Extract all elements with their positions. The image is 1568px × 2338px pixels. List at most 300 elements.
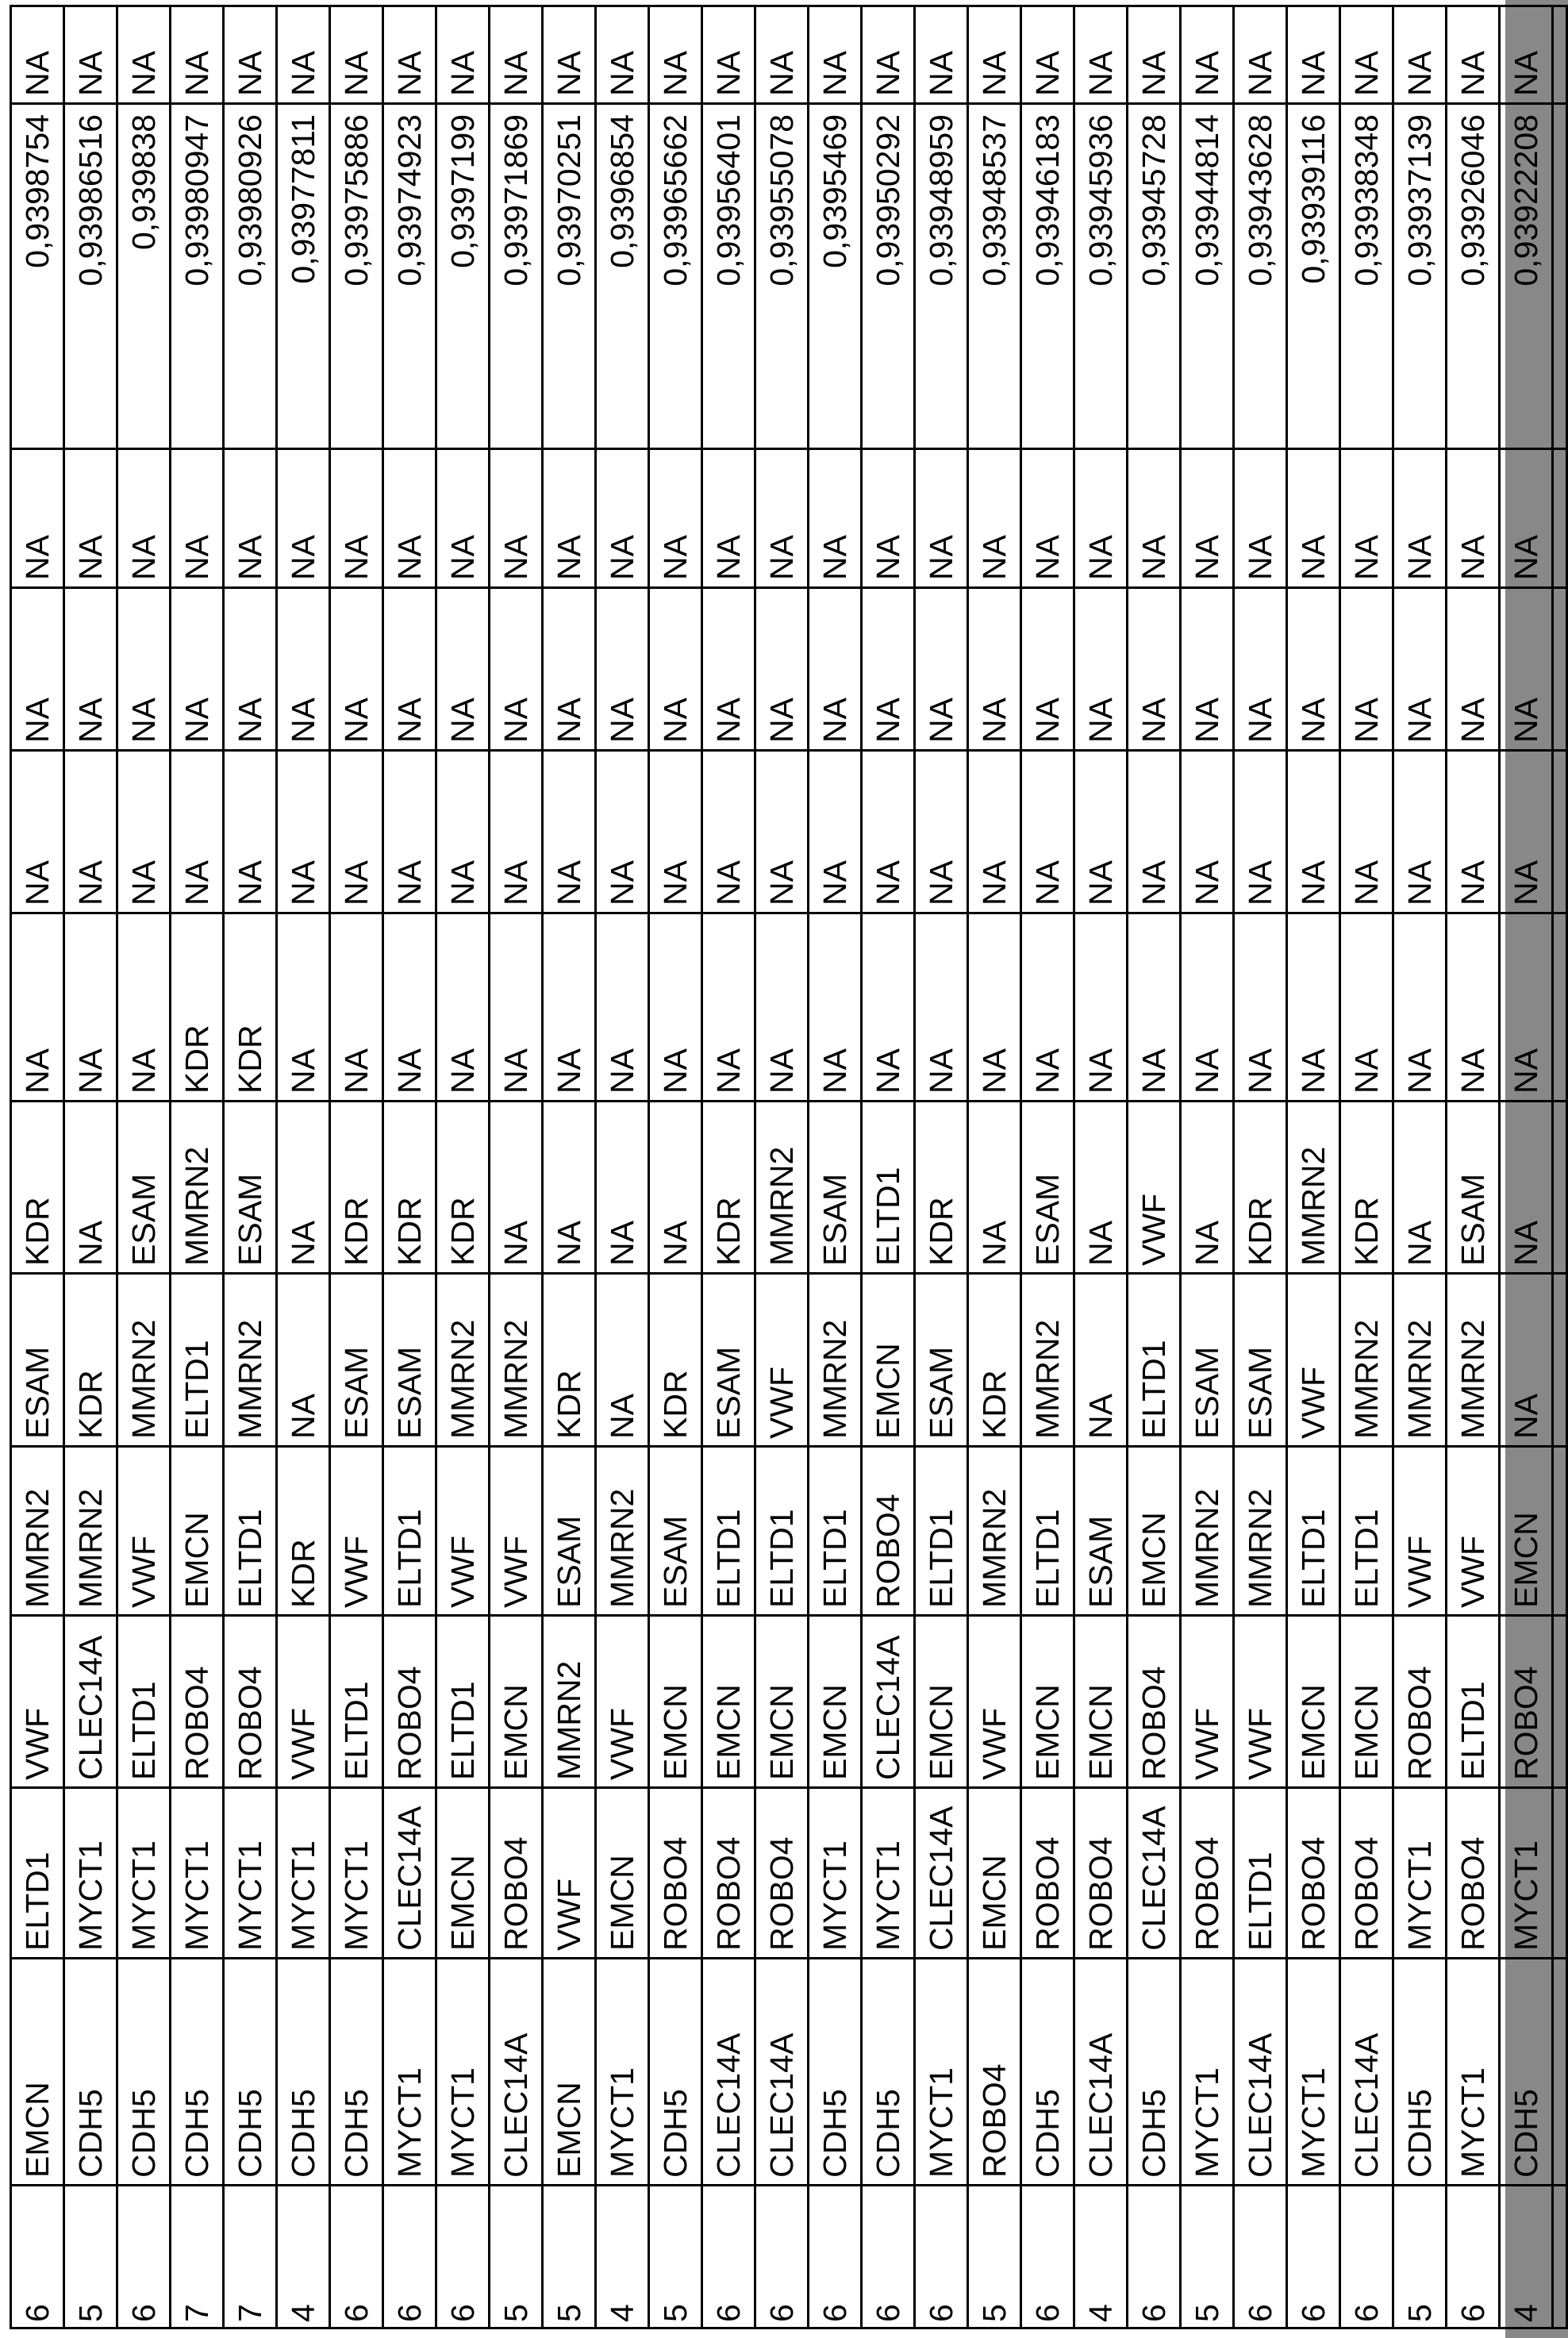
- table-cell: NA: [543, 588, 596, 751]
- table-cell: [1553, 2186, 1567, 2328]
- table-cell: 0,93970251: [543, 104, 596, 449]
- table-cell: KDR: [436, 1102, 490, 1274]
- table-cell: MMRN2: [1021, 1274, 1074, 1447]
- table-cell: 0,93971869: [490, 104, 543, 449]
- table-cell: EMCN: [1340, 1616, 1393, 1788]
- table-cell: VWF: [1128, 1102, 1181, 1274]
- table-cell: EMCN: [649, 1616, 702, 1788]
- table-cell: [1553, 913, 1567, 1102]
- table-cell: NA: [809, 588, 862, 751]
- table-cell: NA: [277, 1274, 330, 1447]
- table-cell: CLEC14A: [1340, 1959, 1393, 2186]
- table-cell: ESAM: [1181, 1274, 1234, 1447]
- table-cell: NA: [277, 449, 330, 588]
- table-cell: ROBO4: [702, 1788, 755, 1959]
- table-cell: NA: [64, 913, 117, 1102]
- table-cell: ESAM: [1447, 1102, 1500, 1274]
- table-cell: 6: [330, 2186, 383, 2328]
- table-row: [117, 6, 171, 2328]
- table-cell: NA: [1340, 913, 1393, 1102]
- table-cell: ELTD1: [1021, 1447, 1074, 1616]
- table-cell: EMCN: [1021, 1616, 1074, 1788]
- table-cell: MYCT1: [330, 1788, 383, 1959]
- table-cell: EMCN: [702, 1616, 755, 1788]
- table-cell: NA: [1074, 449, 1128, 588]
- table-cell: KDR: [1340, 1102, 1393, 1274]
- table-cell: NA: [11, 449, 64, 588]
- table-cell: NA: [64, 751, 117, 913]
- table-cell: NA: [171, 6, 224, 104]
- table-cell: NA: [1074, 6, 1128, 104]
- table-cell: 0,93950292: [862, 104, 915, 449]
- table-cell: NA: [224, 6, 277, 104]
- table-cell: NA: [968, 449, 1021, 588]
- table-cell: KDR: [1234, 1102, 1287, 1274]
- table-cell: KDR: [702, 1102, 755, 1274]
- table-cell: NA: [1340, 6, 1393, 104]
- table-cell: ELTD1: [1287, 1447, 1340, 1616]
- table-cell: MYCT1: [117, 1788, 171, 1959]
- table-cell: CDH5: [64, 1959, 117, 2186]
- table-cell: NA: [596, 913, 649, 1102]
- table-cell: NA: [649, 449, 702, 588]
- table-cell: KDR: [543, 1274, 596, 1447]
- table-cell: ESAM: [330, 1274, 383, 1447]
- table-cell: 0,93926046: [1447, 104, 1500, 449]
- table-cell: VWF: [1393, 1447, 1447, 1616]
- table-cell: NA: [171, 588, 224, 751]
- table-cell: ELTD1: [702, 1447, 755, 1616]
- table-cell: 0,93980926: [224, 104, 277, 449]
- table-cell: NA: [1181, 913, 1234, 1102]
- table-cell: NA: [1074, 751, 1128, 913]
- table-cell: CLEC14A: [1074, 1959, 1128, 2186]
- table-cell: MMRN2: [543, 1616, 596, 1788]
- table-cell: 0,93944814: [1181, 104, 1234, 449]
- table-cell: NA: [11, 588, 64, 751]
- table-cell: 0,93980947: [171, 104, 224, 449]
- table-cell: 0,939838: [117, 104, 171, 449]
- table-cell: KDR: [171, 913, 224, 1102]
- table-cell: 0,9395469: [809, 104, 862, 449]
- table-cell: NA: [383, 449, 436, 588]
- rotated-table-container: [10, 7, 1544, 2329]
- table-cell: MMRN2: [809, 1274, 862, 1447]
- table-cell: ESAM: [1021, 1102, 1074, 1274]
- table-cell: ROBO4: [1074, 1788, 1128, 1959]
- table-cell: MYCT1: [436, 1959, 490, 2186]
- table-cell: NA: [1287, 913, 1340, 1102]
- table-cell: NA: [543, 6, 596, 104]
- table-cell: MYCT1: [383, 1959, 436, 2186]
- table-cell: MMRN2: [171, 1102, 224, 1274]
- table-cell: VWF: [1234, 1616, 1287, 1788]
- table-cell: NA: [117, 751, 171, 913]
- table-cell: NA: [809, 913, 862, 1102]
- table-cell: VWF: [596, 1616, 649, 1788]
- table-cell: NA: [330, 913, 383, 1102]
- table-cell: NA: [224, 751, 277, 913]
- table-cell: CDH5: [1021, 1959, 1074, 2186]
- table-cell: 6: [1340, 2186, 1393, 2328]
- table-cell: NA: [1340, 588, 1393, 751]
- table-cell: 0,93977811: [277, 104, 330, 449]
- table-cell: NA: [1021, 449, 1074, 588]
- table-cell: NA: [1128, 913, 1181, 1102]
- table-cell: 5: [1393, 2186, 1447, 2328]
- table-cell: NA: [1021, 751, 1074, 913]
- table-cell: ELTD1: [1340, 1447, 1393, 1616]
- table-cell: ROBO4: [1340, 1788, 1393, 1959]
- table-cell: 0,93939116: [1287, 104, 1340, 449]
- table-cell: NA: [117, 449, 171, 588]
- table-cell: NA: [1021, 913, 1074, 1102]
- table-cell: 4: [277, 2186, 330, 2328]
- table-cell: ELTD1: [1234, 1788, 1287, 1959]
- table-cell: 6: [11, 2186, 64, 2328]
- table-row: [171, 6, 224, 2328]
- table-cell: NA: [1393, 6, 1447, 104]
- table-cell: 0,93975886: [330, 104, 383, 449]
- table-cell: CLEC14A: [1128, 1788, 1181, 1959]
- table-cell: NA: [1340, 449, 1393, 588]
- table-cell: NA: [649, 6, 702, 104]
- table-cell: 6: [117, 2186, 171, 2328]
- table-cell: NA: [490, 1102, 543, 1274]
- table-cell: [1553, 588, 1567, 751]
- table-cell: NA: [915, 751, 968, 913]
- table-cell: NA: [755, 449, 809, 588]
- table-cell: ESAM: [915, 1274, 968, 1447]
- table-cell: ROBO4: [1128, 1616, 1181, 1788]
- table-cell: NA: [277, 588, 330, 751]
- table-cell: EMCN: [490, 1616, 543, 1788]
- table-cell: 0,93946183: [1021, 104, 1074, 449]
- table-cell: 6: [702, 2186, 755, 2328]
- table-cell: KDR: [383, 1102, 436, 1274]
- table-cell: NA: [596, 1102, 649, 1274]
- table-cell: NA: [224, 588, 277, 751]
- table-cell: 6: [862, 2186, 915, 2328]
- table-cell: 0,93922208: [1500, 104, 1553, 449]
- table-cell: NA: [543, 913, 596, 1102]
- table-cell: MYCT1: [64, 1788, 117, 1959]
- table-cell: MMRN2: [224, 1274, 277, 1447]
- table-cell: ELTD1: [1128, 1274, 1181, 1447]
- table-cell: NA: [1234, 588, 1287, 751]
- table-cell: EMCN: [755, 1616, 809, 1788]
- table-cell: NA: [915, 449, 968, 588]
- table-cell: NA: [277, 6, 330, 104]
- table-cell: 0,9397199: [436, 104, 490, 449]
- table-cell: NA: [64, 588, 117, 751]
- table-cell: NA: [755, 913, 809, 1102]
- table-cell: [1553, 1616, 1567, 1788]
- table-cell: ESAM: [1074, 1447, 1128, 1616]
- table-cell: NA: [1393, 913, 1447, 1102]
- table-cell: NA: [1447, 751, 1500, 913]
- table-cell: NA: [1447, 588, 1500, 751]
- table-cell: NA: [117, 6, 171, 104]
- table-cell: [1553, 1788, 1567, 1959]
- table-cell: NA: [383, 588, 436, 751]
- table-row: [1021, 6, 1074, 2328]
- table-cell: MYCT1: [1393, 1788, 1447, 1959]
- table-cell: [1553, 6, 1567, 104]
- table-cell: NA: [596, 588, 649, 751]
- table-row: [968, 6, 1021, 2328]
- table-row: [277, 6, 330, 2328]
- table-cell: 6: [915, 2186, 968, 2328]
- table-cell: 6: [436, 2186, 490, 2328]
- table-cell: NA: [277, 751, 330, 913]
- table-cell: MMRN2: [1287, 1102, 1340, 1274]
- table-cell: NA: [1500, 1274, 1553, 1447]
- table-cell: EMCN: [809, 1616, 862, 1788]
- table-cell: 6: [1447, 2186, 1500, 2328]
- table-cell: VWF: [1287, 1274, 1340, 1447]
- table-row: [809, 6, 862, 2328]
- table-cell: ESAM: [543, 1447, 596, 1616]
- table-cell: NA: [702, 588, 755, 751]
- table-cell: KDR: [915, 1102, 968, 1274]
- table-cell: MMRN2: [1181, 1447, 1234, 1616]
- table-cell: NA: [1500, 1102, 1553, 1274]
- table-cell: [1553, 104, 1567, 449]
- table-cell: NA: [383, 751, 436, 913]
- table-cell: EMCN: [543, 1959, 596, 2186]
- table-cell: NA: [1234, 913, 1287, 1102]
- table-cell: MYCT1: [1287, 1959, 1340, 2186]
- table-cell: NA: [1500, 6, 1553, 104]
- table-cell: NA: [64, 1102, 117, 1274]
- table-cell: MYCT1: [1500, 1788, 1553, 1959]
- table-cell: NA: [1287, 6, 1340, 104]
- table-cell: CDH5: [171, 1959, 224, 2186]
- table-cell: NA: [915, 913, 968, 1102]
- table-cell: NA: [436, 751, 490, 913]
- table-cell: [1553, 449, 1567, 588]
- table-cell: ELTD1: [809, 1447, 862, 1616]
- table-cell: NA: [1181, 449, 1234, 588]
- table-cell: NA: [755, 588, 809, 751]
- table-cell: 4: [596, 2186, 649, 2328]
- table-cell: NA: [755, 6, 809, 104]
- table-cell: MMRN2: [1234, 1447, 1287, 1616]
- table-cell: 0,9396854: [596, 104, 649, 449]
- table-cell: ELTD1: [915, 1447, 968, 1616]
- table-cell: 6: [1021, 2186, 1074, 2328]
- table-cell: ESAM: [649, 1447, 702, 1616]
- table-row: [490, 6, 543, 2328]
- table-cell: ESAM: [809, 1102, 862, 1274]
- table-cell: NA: [596, 1274, 649, 1447]
- table-cell: 4: [1500, 2186, 1553, 2328]
- table-cell: 5: [64, 2186, 117, 2328]
- table-cell: EMCN: [11, 1959, 64, 2186]
- table-cell: NA: [862, 588, 915, 751]
- table-cell: ROBO4: [649, 1788, 702, 1959]
- table-cell: 0,93986516: [64, 104, 117, 449]
- table-row: [702, 6, 755, 2328]
- table-cell: NA: [11, 913, 64, 1102]
- table-cell: ELTD1: [436, 1616, 490, 1788]
- table-cell: VWF: [117, 1447, 171, 1616]
- table-cell: NA: [1234, 6, 1287, 104]
- table-cell: VWF: [330, 1447, 383, 1616]
- table-cell: NA: [64, 449, 117, 588]
- table-cell: NA: [702, 751, 755, 913]
- table-cell: MMRN2: [596, 1447, 649, 1616]
- table-cell: NA: [1500, 449, 1553, 588]
- table-cell: NA: [968, 1102, 1021, 1274]
- table-cell: NA: [596, 449, 649, 588]
- table-cell: EMCN: [1128, 1447, 1181, 1616]
- table-cell: 6: [1234, 2186, 1287, 2328]
- table-cell: NA: [277, 913, 330, 1102]
- table-cell: NA: [277, 1102, 330, 1274]
- table-cell: CLEC14A: [862, 1616, 915, 1788]
- table-cell: 6: [755, 2186, 809, 2328]
- table-cell: MMRN2: [64, 1447, 117, 1616]
- table-cell: NA: [543, 1102, 596, 1274]
- table-body: [11, 6, 1567, 2328]
- table-cell: NA: [1234, 449, 1287, 588]
- table-cell: CDH5: [809, 1959, 862, 2186]
- table-cell: 5: [1181, 2186, 1234, 2328]
- table-cell: NA: [1447, 449, 1500, 588]
- table-cell: ESAM: [117, 1102, 171, 1274]
- table-cell: VWF: [543, 1788, 596, 1959]
- table-cell: NA: [224, 449, 277, 588]
- table-row: [649, 6, 702, 2328]
- table-cell: EMCN: [1500, 1447, 1553, 1616]
- table-cell: NA: [330, 588, 383, 751]
- table-cell: CLEC14A: [915, 1788, 968, 1959]
- table-cell: CDH5: [649, 1959, 702, 2186]
- table-cell: NA: [1500, 913, 1553, 1102]
- table-cell: ROBO4: [383, 1616, 436, 1788]
- table-cell: NA: [649, 1102, 702, 1274]
- table-row: [1074, 6, 1128, 2328]
- table-cell: NA: [117, 588, 171, 751]
- table-cell: NA: [436, 449, 490, 588]
- table-cell: NA: [11, 751, 64, 913]
- table-cell: NA: [915, 588, 968, 751]
- table-cell: NA: [596, 751, 649, 913]
- table-cell: CDH5: [1393, 1959, 1447, 2186]
- table-cell: ELTD1: [383, 1447, 436, 1616]
- table-cell: NA: [171, 449, 224, 588]
- table-cell: NA: [1021, 6, 1074, 104]
- table-cell: ROBO4: [1447, 1788, 1500, 1959]
- table-cell: 0,93974923: [383, 104, 436, 449]
- table-row: [383, 6, 436, 2328]
- table-cell: NA: [1074, 588, 1128, 751]
- table-cell: NA: [436, 913, 490, 1102]
- table-cell: CLEC14A: [702, 1959, 755, 2186]
- table-cell: EMCN: [1287, 1616, 1340, 1788]
- table-row: [436, 6, 490, 2328]
- table-row: [330, 6, 383, 2328]
- table-row: [1393, 6, 1447, 2328]
- table-cell: NA: [968, 913, 1021, 1102]
- table-cell: MMRN2: [1393, 1274, 1447, 1447]
- table-cell: NA: [1393, 588, 1447, 751]
- table-row: [755, 6, 809, 2328]
- table-cell: CDH5: [862, 1959, 915, 2186]
- table-cell: ROBO4: [224, 1616, 277, 1788]
- table-cell: NA: [862, 913, 915, 1102]
- table-cell: NA: [490, 449, 543, 588]
- table-cell: ROBO4: [490, 1788, 543, 1959]
- table-cell: ROBO4: [862, 1447, 915, 1616]
- table-cell: ESAM: [702, 1274, 755, 1447]
- table-cell: NA: [649, 588, 702, 751]
- table-cell: NA: [968, 751, 1021, 913]
- table-cell: 6: [809, 2186, 862, 2328]
- table-cell: 6: [383, 2186, 436, 2328]
- table-row: [1234, 6, 1287, 2328]
- table-row: [64, 6, 117, 2328]
- table-cell: MYCT1: [277, 1788, 330, 1959]
- table-cell: NA: [1181, 751, 1234, 913]
- table-row: [862, 6, 915, 2328]
- table-cell: 7: [224, 2186, 277, 2328]
- table-cell: NA: [1447, 6, 1500, 104]
- table-cell: NA: [330, 6, 383, 104]
- table-cell: 0,93948959: [915, 104, 968, 449]
- table-cell: MMRN2: [1340, 1274, 1393, 1447]
- table-cell: NA: [1128, 449, 1181, 588]
- table-cell: MYCT1: [915, 1959, 968, 2186]
- table-cell: NA: [1181, 6, 1234, 104]
- table-cell: 0,93945936: [1074, 104, 1128, 449]
- table-cell: ESAM: [224, 1102, 277, 1274]
- table-cell: NA: [1447, 913, 1500, 1102]
- table-cell: MYCT1: [596, 1959, 649, 2186]
- table-cell: NA: [702, 913, 755, 1102]
- table-cell: MYCT1: [1447, 1959, 1500, 2186]
- table-cell: EMCN: [1074, 1616, 1128, 1788]
- table-cell: 4: [1074, 2186, 1128, 2328]
- table-cell: CDH5: [117, 1959, 171, 2186]
- table-row: [1447, 6, 1500, 2328]
- table-cell: VWF: [1447, 1447, 1500, 1616]
- table-cell: NA: [809, 6, 862, 104]
- table-cell: NA: [1181, 1102, 1234, 1274]
- table-cell: MYCT1: [862, 1788, 915, 1959]
- table-cell: ESAM: [11, 1274, 64, 1447]
- table-cell: MMRN2: [11, 1447, 64, 1616]
- table-cell: NA: [1128, 588, 1181, 751]
- table-cell: NA: [809, 751, 862, 913]
- table-cell: MMRN2: [436, 1274, 490, 1447]
- table-cell: 0,93943628: [1234, 104, 1287, 449]
- table-cell: NA: [11, 6, 64, 104]
- table-cell: 0,93937139: [1393, 104, 1447, 449]
- table-cell: ROBO4: [1500, 1616, 1553, 1788]
- table-row: [1500, 6, 1553, 2328]
- table-cell: ELTD1: [117, 1616, 171, 1788]
- table-cell: ELTD1: [11, 1788, 64, 1959]
- table-cell: NA: [330, 449, 383, 588]
- table-cell: MMRN2: [117, 1274, 171, 1447]
- table-cell: [1553, 1447, 1567, 1616]
- table-cell: CDH5: [330, 1959, 383, 2186]
- table-cell: NA: [649, 751, 702, 913]
- table-cell: KDR: [649, 1274, 702, 1447]
